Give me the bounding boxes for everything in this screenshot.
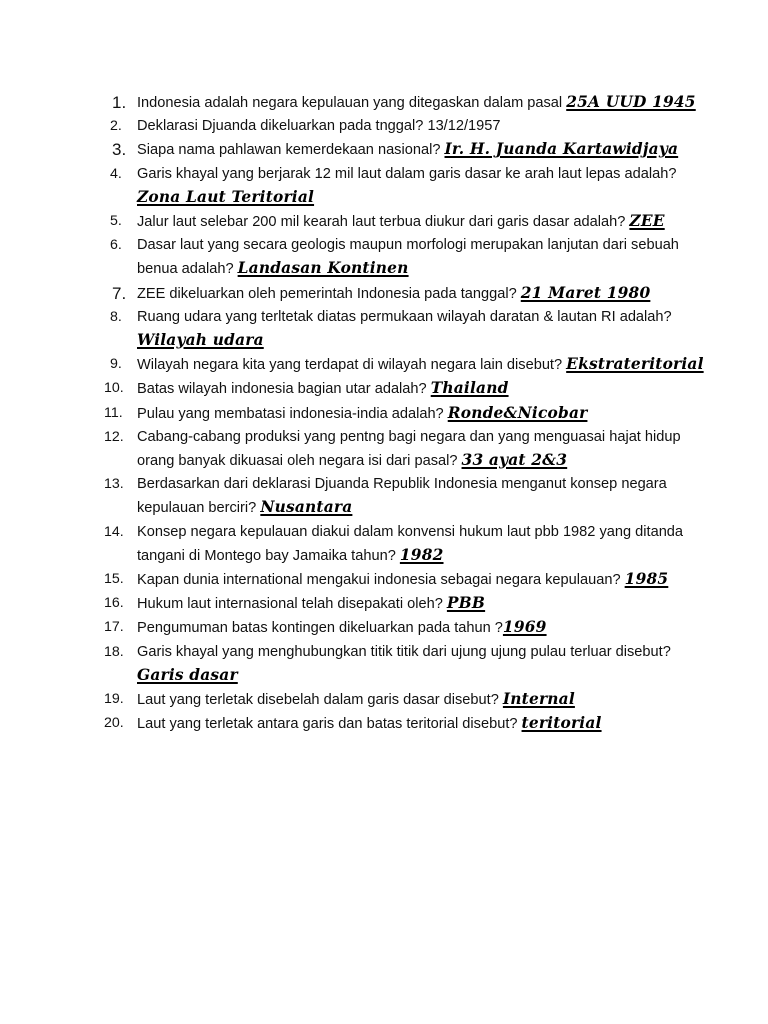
- answer-text: 1985: [624, 570, 669, 589]
- answer-text: Ir. H. Juanda Kartawidjaya: [444, 140, 679, 159]
- question-text: Garis khayal yang menghubungkan titik titik dari ujung ujung pulau terluar disebut?: [137, 643, 671, 660]
- item-number: 19.: [104, 691, 124, 708]
- answer-text: teritorial: [521, 714, 602, 733]
- list-item: [104, 210, 704, 234]
- item-number: 12.: [104, 428, 124, 445]
- list-item: [104, 473, 704, 520]
- list-item: [104, 306, 704, 353]
- list-item: [104, 568, 704, 592]
- question-text: Cabang-cabang produksi yang pentng bagi negara dan yang menguasai hajat hidup orang banyak dikuasai oleh negara isi dari pasal?: [137, 428, 681, 470]
- item-number: 13.: [104, 476, 124, 493]
- question-text: Laut yang terletak antara garis dan batas teritorial disebut?: [137, 716, 522, 733]
- question-text: Dasar laut yang secara geologis maupun morfologi merupakan lanjutan dari sebuah benua adalah?: [137, 237, 679, 278]
- list-item: [104, 712, 704, 736]
- list-item: [104, 282, 704, 306]
- list-item: [104, 163, 704, 210]
- question-text: Konsep negara kepulauan diakui dalam konvensi hukum laut pbb 1982 yang ditanda tangani di Montego bay Jamaika tahun?: [137, 523, 684, 564]
- question-text: Batas wilayah indonesia bagian utar adalah?: [137, 381, 431, 398]
- answer-text: 13/12/1957: [427, 118, 501, 135]
- list-item: [104, 353, 704, 377]
- question-text: Siapa nama pahlawan kemerdekaan nasional?: [137, 142, 445, 159]
- question-text: Berdasarkan dari deklarasi Djuanda Republik Indonesia menganut konsep negara kepulauan berciri?: [137, 476, 667, 517]
- item-number: 3.: [112, 140, 127, 160]
- item-number: 4.: [110, 165, 122, 182]
- answer-text: 33 ayat 2&3: [461, 451, 568, 470]
- answer-text: PBB: [446, 594, 486, 613]
- list-item: [104, 377, 704, 401]
- list-item: [104, 521, 704, 568]
- item-number: 1.: [112, 93, 127, 112]
- question-text: Jalur laut selebar 200 mil kearah laut terbua diukur dari garis dasar adalah?: [137, 214, 630, 231]
- answer-text: Landasan Kontinen: [237, 259, 409, 278]
- answer-text: Nusantara: [260, 498, 353, 517]
- item-number: 16.: [104, 595, 124, 612]
- question-text: Laut yang terletak disebelah dalam garis dasar disebut?: [137, 692, 503, 709]
- item-number: 2.: [110, 118, 122, 135]
- question-text: Pengumuman batas kontingen dikeluarkan pada tahun ?: [137, 620, 503, 637]
- answer-text: Zona Laut Teritorial: [137, 187, 315, 206]
- answer-text: Thailand: [430, 379, 509, 398]
- question-text: Pulau yang membatasi indonesia-india adalah?: [137, 405, 448, 422]
- item-number: 6.: [110, 237, 122, 254]
- list-item: [104, 138, 704, 162]
- answer-text: 25A UUD 1945: [566, 93, 696, 111]
- answer-text: 21 Maret 1980: [520, 283, 651, 302]
- list-item: [104, 426, 704, 473]
- item-number: 9.: [110, 356, 122, 373]
- item-number: 7.: [112, 283, 127, 303]
- answer-text: Wilayah udara: [137, 331, 264, 350]
- question-text: Hukum laut internasional telah disepakati oleh?: [137, 596, 447, 613]
- list-item: [104, 115, 704, 138]
- list-item: [104, 402, 704, 426]
- list-item: [104, 688, 704, 712]
- answer-text: 1969: [502, 618, 547, 637]
- list-item: [104, 91, 704, 115]
- question-text: Indonesia adalah negara kepulauan yang ditegaskan dalam pasal: [137, 95, 567, 111]
- question-text: Wilayah negara kita yang terdapat di wilayah negara lain disebut?: [137, 357, 567, 374]
- answer-text: 1982: [399, 545, 444, 564]
- question-text: Ruang udara yang terltetak diatas permukaan wilayah daratan & lautan RI adalah?: [137, 308, 672, 325]
- question-text: Garis khayal yang berjarak 12 mil laut dalam garis dasar ke arah laut lepas adalah?: [137, 165, 677, 182]
- answer-text: ZEE: [629, 212, 665, 231]
- question-answer-list: [104, 91, 704, 736]
- list-item: [104, 616, 704, 640]
- list-item: [104, 592, 704, 616]
- list-item: [104, 641, 704, 688]
- item-number: 14.: [104, 523, 124, 540]
- answer-text: Ronde&Nicobar: [447, 403, 588, 422]
- item-number: 8.: [110, 308, 122, 325]
- question-text: Deklarasi Djuanda dikeluarkan pada tnggal?: [137, 118, 428, 135]
- item-number: 15.: [104, 571, 124, 588]
- item-number: 20.: [104, 715, 124, 732]
- item-number: 10.: [104, 380, 124, 397]
- answer-text: Internal: [502, 690, 575, 709]
- item-number: 5.: [110, 213, 122, 230]
- item-number: 18.: [104, 643, 124, 660]
- question-text: Kapan dunia international mengakui indonesia sebagai negara kepulauan?: [137, 572, 625, 589]
- question-text: ZEE dikeluarkan oleh pemerintah Indonesia pada tanggal?: [137, 285, 521, 302]
- answer-text: Garis dasar: [137, 665, 238, 684]
- answer-text: Ekstrateritorial: [566, 355, 704, 374]
- list-item: [104, 234, 704, 281]
- item-number: 17.: [104, 619, 124, 636]
- item-number: 11.: [104, 404, 123, 421]
